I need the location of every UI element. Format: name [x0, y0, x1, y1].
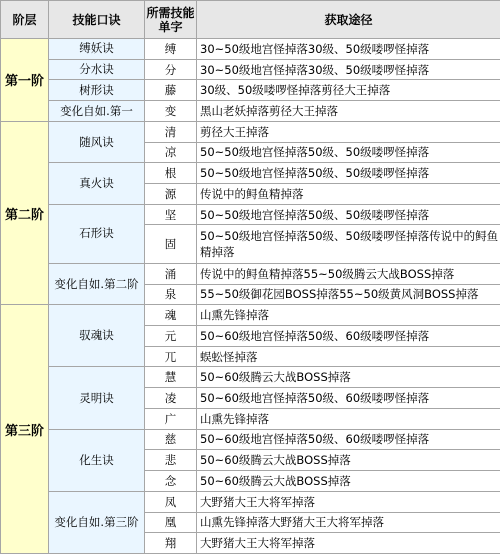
acquire-route: 50~60级腾云大战BOSS掉落	[197, 367, 500, 388]
skill-char: 悲	[145, 450, 197, 471]
acquire-route: 30级、50级喽啰怪掉落剪径大王掉落	[197, 80, 500, 101]
header-row	[1, 1, 500, 39]
acquire-route: 50~60级腾云大战BOSS掉落	[197, 450, 500, 471]
acquire-route: 传说中的鲟鱼精掉落55~50级腾云大战BOSS掉落	[197, 263, 500, 284]
skill-name: 变化自如.第一	[49, 101, 145, 122]
skill-char: 根	[145, 163, 197, 184]
skill-char: 藤	[145, 80, 197, 101]
skill-name: 化生诀	[49, 429, 145, 491]
skill-char: 凌	[145, 388, 197, 409]
skill-char: 慧	[145, 367, 197, 388]
acquire-route: 山熏先锋掉落	[197, 305, 500, 326]
tier-label: 第一阶	[1, 39, 49, 122]
skill-char: 念	[145, 471, 197, 492]
skill-char: 兀	[145, 346, 197, 367]
table-row	[1, 367, 500, 388]
skill-char: 广	[145, 408, 197, 429]
table-row	[1, 121, 500, 142]
table-row	[1, 80, 500, 101]
tier-label: 第二阶	[1, 121, 49, 304]
skill-char: 分	[145, 59, 197, 80]
skill-name: 真火诀	[49, 163, 145, 204]
table-row	[1, 263, 500, 284]
header-route: 获取途径	[197, 1, 500, 39]
skill-char: 泉	[145, 284, 197, 305]
acquire-route: 山熏先锋掉落大野猪大王大将军掉落	[197, 512, 500, 533]
table-row	[1, 429, 500, 450]
skill-char: 涌	[145, 263, 197, 284]
skill-char: 凰	[145, 512, 197, 533]
table-row	[1, 305, 500, 326]
skill-char: 固	[145, 225, 197, 263]
acquire-route: 30~50级地宫怪掉落30级、50级喽啰怪掉落	[197, 59, 500, 80]
skill-name: 缚妖诀	[49, 39, 145, 60]
skill-name: 随风诀	[49, 121, 145, 162]
table-row	[1, 163, 500, 184]
table-body	[1, 39, 500, 554]
skill-name: 变化自如.第二阶	[49, 263, 145, 304]
skill-char: 清	[145, 121, 197, 142]
acquire-route: 50~60级地宫怪掉落50级、60级喽啰怪掉落	[197, 429, 500, 450]
header-word: 所需技能单字	[145, 1, 197, 39]
acquire-route: 剪径大王掉落	[197, 121, 500, 142]
skill-name: 驭魂诀	[49, 305, 145, 367]
acquire-route: 50~60级腾云大战BOSS掉落	[197, 471, 500, 492]
skill-char: 慈	[145, 429, 197, 450]
skill-name: 分水诀	[49, 59, 145, 80]
skill-char: 源	[145, 184, 197, 205]
tier-label: 第三阶	[1, 305, 49, 554]
header-skill: 技能口诀	[49, 1, 145, 39]
acquire-route: 50~60级地宫怪掉落50级、60级喽啰怪掉落	[197, 326, 500, 347]
acquire-route: 山熏先锋掉落	[197, 408, 500, 429]
acquire-route: 大野猪大王大将军掉落	[197, 491, 500, 512]
skill-char: 魂	[145, 305, 197, 326]
skill-char: 凤	[145, 491, 197, 512]
acquire-route: 传说中的鲟鱼精掉落	[197, 184, 500, 205]
skill-char: 坚	[145, 204, 197, 225]
acquire-route: 50~50级地宫怪掉落50级、50级喽啰怪掉落传说中的鲟鱼精掉落	[197, 225, 500, 263]
acquire-route: 50~60级地宫怪掉落50级、60级喽啰怪掉落	[197, 388, 500, 409]
skill-char: 元	[145, 326, 197, 347]
acquire-route: 30~50级地宫怪掉落30级、50级喽啰怪掉落	[197, 39, 500, 60]
skill-char: 凉	[145, 142, 197, 163]
skill-char: 变	[145, 101, 197, 122]
table-row	[1, 101, 500, 122]
skill-char: 缚	[145, 39, 197, 60]
table-row	[1, 204, 500, 225]
table-row	[1, 491, 500, 512]
acquire-route: 大野猪大王大将军掉落	[197, 533, 500, 554]
header-tier: 阶层	[1, 1, 49, 39]
acquire-route: 50~50级地宫怪掉落50级、50级喽啰怪掉落	[197, 204, 500, 225]
acquire-route: 蜈蚣怪掉落	[197, 346, 500, 367]
table-row	[1, 39, 500, 60]
acquire-route: 黑山老妖掉落剪径大王掉落	[197, 101, 500, 122]
acquire-route: 50~50级地宫怪掉落50级、50级喽啰怪掉落	[197, 163, 500, 184]
skill-name: 变化自如.第三阶	[49, 491, 145, 553]
acquire-route: 55~50级御花园BOSS掉落55~50级黄风洞BOSS掉落	[197, 284, 500, 305]
skill-name: 树形诀	[49, 80, 145, 101]
skill-name: 石形诀	[49, 204, 145, 263]
acquire-route: 50~50级地宫怪掉落50级、50级喽啰怪掉落	[197, 142, 500, 163]
table-row	[1, 59, 500, 80]
skill-name: 灵明诀	[49, 367, 145, 429]
skill-char: 翔	[145, 533, 197, 554]
